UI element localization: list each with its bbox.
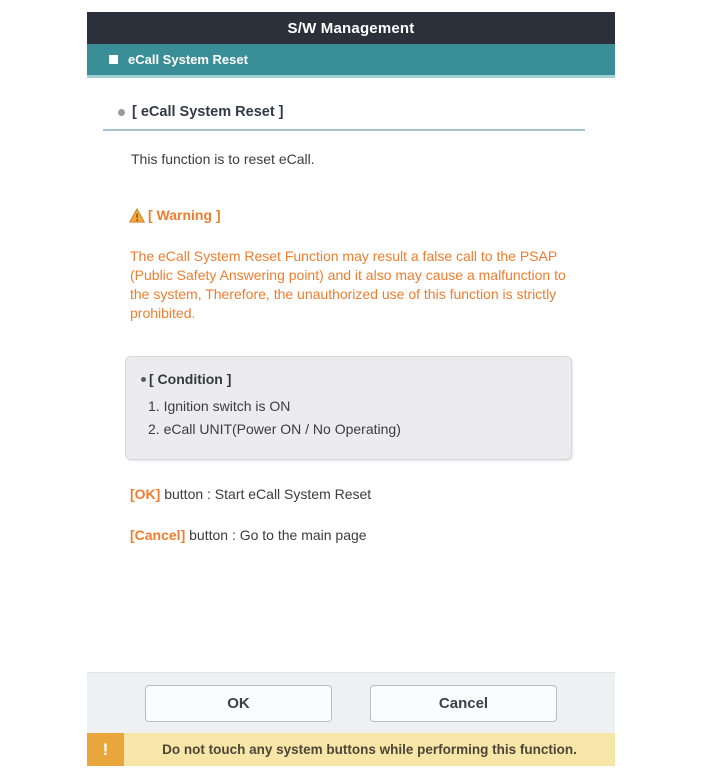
ok-button[interactable]: OK [145,685,332,722]
main-content [87,78,615,672]
section-heading-label: [ eCall System Reset ] [132,104,284,120]
warning-text: The eCall System Reset Function may result a false call to the PSAP (Public Safety Answering point) and it also may cause a malfunction to the system, Therefore, the unauthorized use of this function is strictly prohibited. [130,248,566,321]
condition-item: 2. eCall UNIT(Power ON / No Operating) [148,421,401,437]
condition-heading [141,371,557,387]
notice-text: Do not touch any system buttons while performing this function. [124,733,615,766]
function-description: This function is to reset eCall. [131,151,315,167]
button-bar [87,672,615,733]
exclamation-icon: ! [87,733,124,766]
warning-heading [129,207,615,223]
bullet-icon [141,377,146,382]
cancel-button[interactable]: Cancel [370,685,557,722]
ok-instruction-text: button : Start eCall System Reset [160,486,372,502]
warning-triangle-icon [129,208,145,223]
section-heading [87,104,615,120]
condition-heading-label: [ Condition ] [149,371,232,387]
cancel-instruction-text: button : Go to the main page [185,527,367,543]
titlebar [87,12,615,44]
ok-instruction [130,486,615,502]
ok-key-label: [OK] [130,486,161,502]
section-bar-label: eCall System Reset [128,52,248,67]
warning-heading-label: [ Warning ] [148,207,221,223]
condition-list [141,397,557,438]
bullet-icon [118,109,125,116]
sw-management-window [87,12,615,766]
cancel-key-label: [Cancel] [130,527,186,543]
cancel-instruction [130,527,615,543]
page-title: S/W Management [287,19,415,37]
heading-underline [103,129,585,131]
notice-bar [87,733,615,766]
square-bullet-icon [109,55,118,64]
condition-box [125,356,572,460]
section-bar [87,44,615,78]
condition-item: 1. Ignition switch is ON [148,398,291,414]
